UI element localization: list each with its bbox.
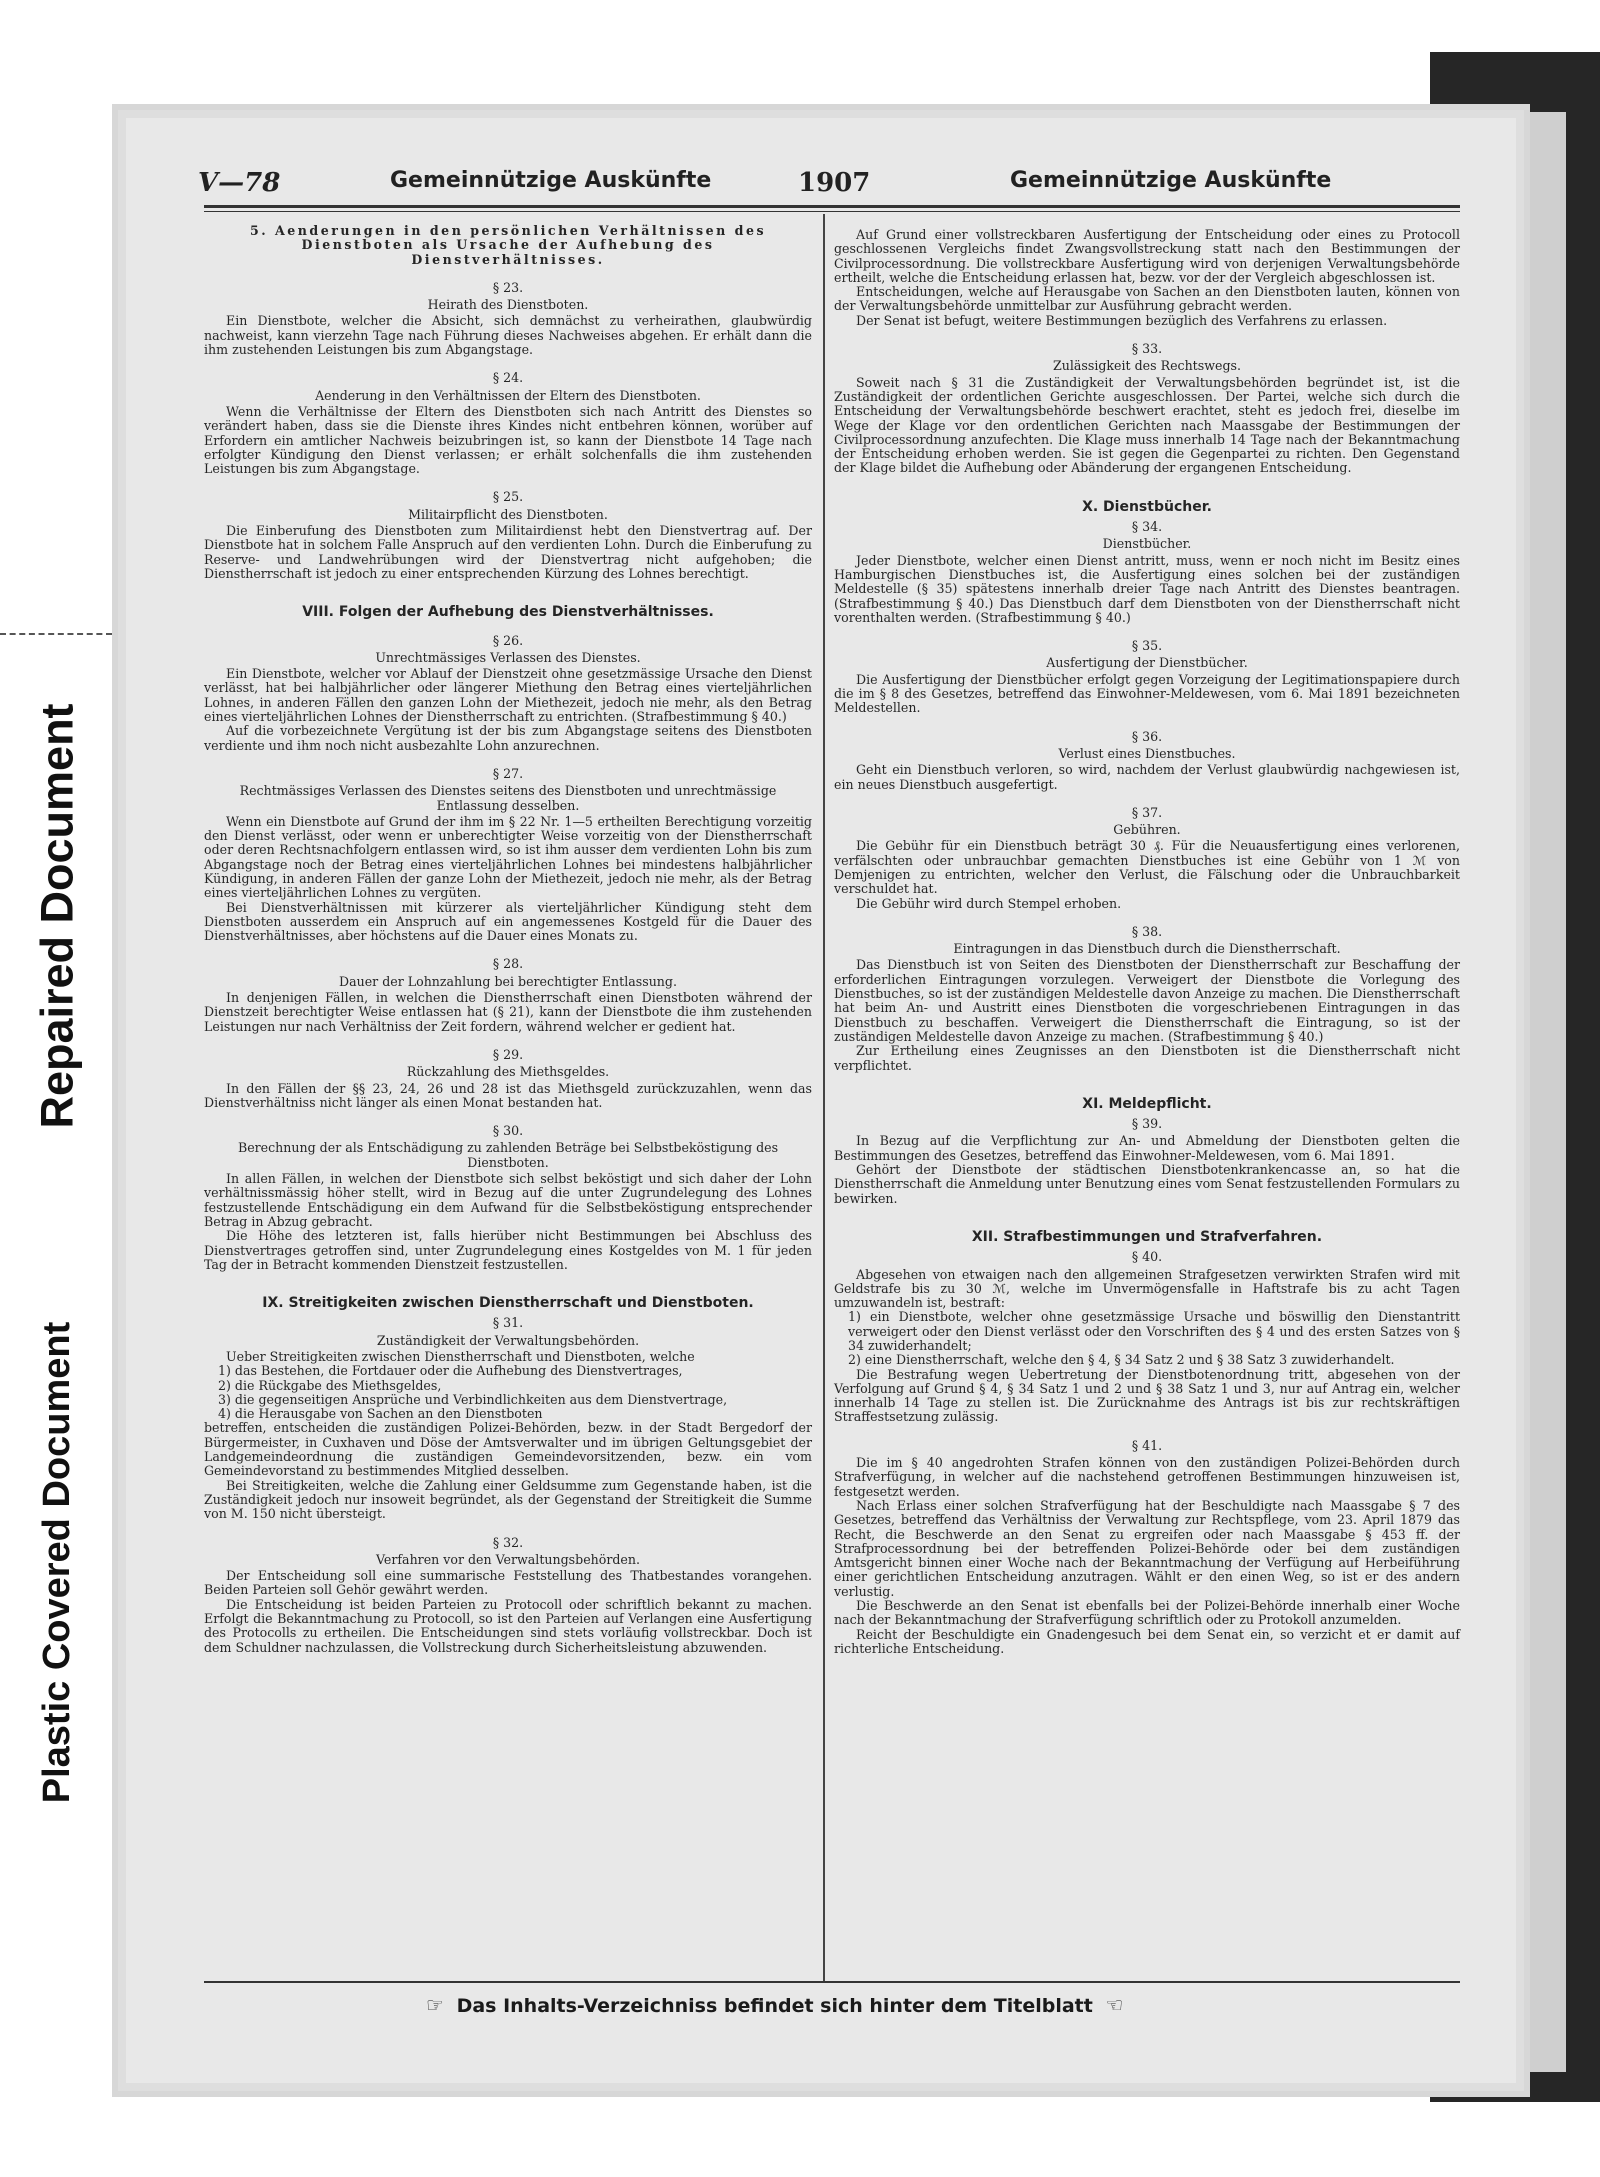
- paragraph-text: Bei Dienstverhältnissen mit kürzerer als vierteljährlicher Kündigung steht dem Dienstboten ausserdem ein Anspruch auf ein angemessenes Kostgeld für die Dauer des Dienstverhältnisses, aber höchstens auf die Dauer eines Monats zu.: [204, 899, 812, 944]
- paragraph-text: Gehört der Dienstbote der städtischen Dienstbotenkrankencasse an, so hat die Dienstherrschaft die Anmeldung unter Benutzung eines vom Senat festzustellenden Formulars zu bewirken.: [834, 1162, 1460, 1206]
- paragraph-number: § 26.: [492, 632, 524, 648]
- paragraph-text: Reicht der Beschuldigte ein Gnadengesuch bei dem Senat ein, so verzicht et er damit auf richterliche Entscheidung.: [834, 1626, 1460, 1656]
- footer-rule: [204, 1981, 1460, 1983]
- paragraph-text: Jeder Dienstbote, welcher einen Dienst antritt, muss, wenn er noch nicht im Besitz eines Hamburgischen Dienstbuches ist, die Ausfertigung eines solchen bei der zuständigen Meldestelle (§ 35) spätestens innerhalb dreier Tage nach Antritt des Dienstes beantragen. (Strafbestimmung § 40.) Das Dienstbuch darf dem Dienstboten von der Dienstherrschaft nicht vorenthalten werden. (Strafbestimmung § 40.): [834, 552, 1460, 625]
- header-rule: [204, 205, 1460, 208]
- paragraph-title: Unrechtmässiges Verlassen des Dienstes.: [375, 649, 641, 665]
- cut-guide-dashed-line: [0, 633, 112, 635]
- paragraph-title: Zulässigkeit des Rechtswegs.: [1053, 358, 1241, 374]
- paragraph-title: Eintragungen in das Dienstbuch durch die Dienstherrschaft.: [953, 941, 1341, 957]
- chapter-heading: X. Dienstbücher.: [1082, 498, 1212, 515]
- list-item: 1) ein Dienstbote, welcher ohne gesetzmässige Ursache und böswillig den Dienstantritt verweigert oder den Dienst verlässt oder den Vorschriften des § 4 und des ersten Satzes von § 34 zuwiderhandelt;: [848, 1309, 1460, 1353]
- paragraph-text: Die Einberufung des Dienstboten zum Militairdienst hebt den Dienstvertrag auf. Der Dienstbote hat in solchem Falle Anspruch auf den verdienten Lohn. Durch die Einberufung zu Reserve- und Landwehrübungen wird der Dienstvertrag nicht aufgehoben; die Dienstherrschaft ist jedoch zu einer entsprechenden Kürzung des Lohnes berechtigt.: [204, 523, 812, 581]
- paragraph-title: Verlust eines Dienstbuches.: [1058, 745, 1236, 761]
- paragraph-text: Der Entscheidung soll eine summarische Feststellung des Thatbestandes vorangehen. Beiden Parteien soll Gehör gewährt werden.: [204, 1568, 812, 1598]
- paragraph-number: § 41.: [1131, 1437, 1163, 1453]
- paragraph-number: § 23.: [492, 279, 524, 295]
- paragraph-title: Ausfertigung der Dienstbücher.: [1046, 655, 1248, 671]
- paragraph-number: § 25.: [492, 489, 524, 505]
- paragraph-text: Entscheidungen, welche auf Herausgabe von Sachen an den Dienstboten lauten, können von der Verwaltungsbehörde unmittelbar zur Ausführung gebracht werden.: [834, 284, 1460, 314]
- list-item: 4) die Herausgabe von Sachen an den Dienstboten: [218, 1406, 543, 1422]
- paragraph-text: Die im § 40 angedrohten Strafen können von den zuständigen Polizei-Behörden durch Strafverfügung, in welcher auf die nachstehend getroffenen Bestimmungen hinzuweisen ist, festgesetzt werden.: [834, 1455, 1460, 1499]
- paragraph-number: § 36.: [1131, 728, 1163, 744]
- paragraph-title: Militairpflicht des Dienstboten.: [408, 506, 608, 522]
- year: 1907: [798, 168, 871, 198]
- paragraph-text: Soweit nach § 31 die Zuständigkeit der Verwaltungsbehörden begründet ist, ist die Zuständigkeit der ordentlichen Gerichte ausgeschlossen. Der Partei, welche sich durch die Entscheidung der Verwaltungsbehörde beschwert erachtet, steht es jedoch frei, dieselbe im Wege der Klage vor den ordentlichen Gerichten nach Maassgabe der Bestimmungen der Civilprocessordnung anzufechten. Die Klage muss innerhalb 14 Tage nach der Bekanntmachung der Entscheidung erhoben werden. Sie ist gegen die Gegenpartei zu richten. Den Gegenstand der Klage bildet die Aufhebung oder Abänderung der ergangenen Entscheidung.: [834, 374, 1460, 476]
- paragraph-text: Die Gebühr für ein Dienstbuch beträgt 30 ₰. Für die Neuausfertigung eines verlorenen, verfälschten oder unbrauchbar gemachten Dienstbuches ist eine Gebühr von 1 ℳ von Demjenigen zu entrichten, welcher den Verlust, die Fälschung oder die Unbrauchbarkeit verschuldet hat.: [834, 838, 1460, 897]
- paragraph-number: § 37.: [1131, 804, 1163, 820]
- chapter-heading: XII. Strafbestimmungen und Strafverfahren.: [971, 1228, 1323, 1245]
- paragraph-text: Wenn die Verhältnisse der Eltern des Dienstboten sich nach Antritt des Dienstes so verändert haben, dass sie die Dienste ihres Kindes nicht entbehren können, worüber auf Erfordern ein amtlicher Nachweis beizubringen ist, so kann der Dienstbote 14 Tage nach erfolgter Kündigung den Dienst verlassen; er erhält solchenfalls die ihm zustehenden Leistungen bis zum Abgangstage.: [204, 403, 812, 477]
- paragraph-text: Bei Streitigkeiten, welche die Zahlung einer Geldsumme zum Gegenstande haben, ist die Zuständigkeit jedoch nur insoweit begründet, als der Gegenstand der Streitigkeit die Summe von M. 150 nicht übersteigt.: [204, 1477, 812, 1522]
- running-title-left: Gemeinnützige Auskünfte: [390, 168, 712, 193]
- paragraph-number: § 31.: [492, 1315, 524, 1331]
- paragraph-title: Zuständigkeit der Verwaltungsbehörden.: [376, 1332, 640, 1348]
- page-number: V—78: [198, 168, 281, 198]
- paragraph-text: Der Senat ist befugt, weitere Bestimmungen bezüglich des Verfahrens zu erlassen.: [856, 312, 1388, 328]
- paragraph-title: Dauer der Lohnzahlung bei berechtigter Entlassung.: [339, 973, 677, 989]
- paragraph-text: In Bezug auf die Verpflichtung zur An- und Abmeldung der Dienstboten gelten die Bestimmungen des Gesetzes, betreffend das Einwohner-Meldewesen, vom 6. Mai 1891.: [834, 1133, 1460, 1163]
- right-column: [834, 228, 1460, 1656]
- header-rule-thin: [204, 211, 1460, 212]
- list-item: 2) eine Dienstherrschaft, welche den § 4, § 34 Satz 2 und § 38 Satz 3 zuwiderhandelt.: [848, 1352, 1395, 1368]
- pointing-hand-left-icon: ☜: [1105, 1993, 1124, 2017]
- paragraph-text: Die Höhe des letzteren ist, falls hierüber nicht Bestimmungen bei Abschluss des Dienstvertrages getroffen sind, unter Zugrundelegung eines Kostgeldes von M. 1 für jeden Tag der in Betracht kommenden Dienstzeit festzustellen.: [204, 1228, 812, 1272]
- paragraph-number: § 35.: [1131, 638, 1163, 654]
- paragraph-number: § 24.: [492, 370, 524, 386]
- paragraph-number: § 32.: [492, 1534, 524, 1550]
- paragraph-text: Ein Dienstbote, welcher die Absicht, sich demnächst zu verheirathen, glaubwürdig nachweist, kann vierzehn Tage nach Führung dieses Nachweises abgehen. Er erhält dann die ihm zustehenden Leistungen bis zum Abgangstage.: [204, 313, 812, 358]
- paragraph-text: Nach Erlass einer solchen Strafverfügung hat der Beschuldigte nach Maassgabe § 7 des Gesetzes, betreffend das Verhältniss der Verwaltung zur Rechtspflege, vom 23. April 1879 das Recht, die Beschwerde an den Senat zu ergreifen oder nach Maassgabe § 453 ff. der Strafprocessordnung bei der betreffenden Polizei-Behörde oder bei dem zuständigen Amtsgericht binnen einer Woche nach der Bekanntmachung der Verfügung auf Herbeiführung einer gerichtlichen Entscheidung anzutragen. Wählt er den einen Weg, so ist er des andern verlustig.: [834, 1497, 1460, 1599]
- paragraph-text: In allen Fällen, in welchen der Dienstbote sich selbst beköstigt und sich daher der Lohn verhältnissmässig höher stellt, wird in Bezug auf die unter Zugrundelegung des Lohnes festzustellende Entschädigung ein dem Aufwand für die Selbstbeköstigung entsprechender Betrag in Abzug gebracht.: [204, 1171, 812, 1229]
- plastic-covered-document-label: Plastic Covered Document: [36, 1321, 79, 1803]
- footer-text: Das Inhalts-Verzeichniss befindet sich hinter dem Titelblatt: [456, 1995, 1093, 2017]
- paragraph-text: Ein Dienstbote, welcher vor Ablauf der Dienstzeit ohne gesetzmässige Ursache den Dienst verlässt, hat bei halbjährlicher oder längerer Miethung den Betrag eines vierteljährlichen Lohnes, in anderen Fällen den ganzen Lohn der Miethezeit, jedoch nie mehr, als den Betrag eines vierteljährlichen Lohnes der Dienstherrschaft zu entrichten. (Strafbestimmung § 40.): [204, 666, 812, 725]
- scan-top-margin: [0, 0, 1600, 52]
- paragraph-title: Verfahren vor den Verwaltungsbehörden.: [375, 1551, 641, 1567]
- paragraph-number: § 39.: [1131, 1116, 1163, 1132]
- paragraph-text: Das Dienstbuch ist von Seiten des Dienstboten der Dienstherrschaft zur Beschaffung der erforderlichen Eintragungen vorzulegen. Verweigert der Dienstbote die Vorlegung des Dienstbuches, so ist der zuständigen Meldestelle davon Anzeige zu machen. Die Dienstherrschaft hat beim An- und Austritt eines Dienstboten die vorgeschriebenen Eintragungen in das Dienstbuch zu beschaffen. Verweigert die Dienstherrschaft die Eintragung, so ist der zuständigen Meldestelle davon Anzeige zu machen. (Strafbestimmung § 40.): [834, 957, 1460, 1044]
- paragraph-text: Abgesehen von etwaigen nach den allgemeinen Strafgesetzen verwirkten Strafen wird mit Geldstrafe bis zu 30 ℳ, welche im Unvermögensfalle in Haftstrafe bis zu acht Tagen umzuwandeln ist, bestraft:: [834, 1266, 1460, 1311]
- paragraph-number: § 29.: [492, 1046, 524, 1062]
- paragraph-number: § 30.: [492, 1123, 524, 1139]
- list-item: 3) die gegenseitigen Ansprüche und Verbindlichkeiten aus dem Dienstvertrage,: [218, 1391, 728, 1407]
- list-item: 1) das Bestehen, die Fortdauer oder die Aufhebung des Dienstvertrages,: [218, 1363, 683, 1379]
- paragraph-text: Die Beschwerde an den Senat ist ebenfalls bei der Polizei-Behörde innerhalb einer Woche nach der Bekanntmachung der Strafverfügung schriftlich oder zu Protokoll anzumelden.: [834, 1598, 1460, 1628]
- paragraph-title: Heirath des Dienstboten.: [427, 297, 589, 313]
- paragraph-title: Gebühren.: [1113, 822, 1181, 838]
- footer-note: [420, 1993, 1129, 2017]
- paragraph-text: Auf die vorbezeichnete Vergütung ist der bis zum Abgangstage seitens des Dienstboten verdiente und ihm noch nicht ausbezahlte Lohn anzurechnen.: [204, 723, 812, 753]
- chapter-heading: VIII. Folgen der Aufhebung des Dienstverhältnisses.: [302, 604, 714, 621]
- running-title-right: Gemeinnützige Auskünfte: [1010, 168, 1332, 193]
- chapter-heading: XI. Meldepflicht.: [1082, 1095, 1212, 1112]
- column-divider: [823, 214, 825, 1982]
- chapter-heading: IX. Streitigkeiten zwischen Dienstherrschaft und Dienstboten.: [262, 1295, 754, 1312]
- paragraph-text: Ueber Streitigkeiten zwischen Dienstherrschaft und Dienstboten, welche: [226, 1349, 695, 1364]
- paragraph-text: Die Ausfertigung der Dienstbücher erfolgt gegen Vorzeigung der Legitimationspapiere durch die im § 8 des Gesetzes, betreffend das Einwohner-Meldewesen, vom 6. Mai 1891 bezeichneten Meldestellen.: [834, 671, 1460, 716]
- paragraph-text: Die Gebühr wird durch Stempel erhoben.: [856, 895, 1122, 911]
- paragraph-number: § 40.: [1131, 1249, 1163, 1265]
- paragraph-text: Geht ein Dienstbuch verloren, so wird, nachdem der Verlust glaubwürdig nachgewiesen ist, ein neues Dienstbuch ausgefertigt.: [834, 762, 1460, 792]
- pointing-hand-right-icon: ☞: [426, 1993, 444, 2017]
- left-column: [204, 224, 812, 1655]
- paragraph-title: Rechtmässiges Verlassen des Dienstes seitens des Dienstboten und unrechtmässige Entlassung desselben.: [239, 783, 777, 813]
- paragraph-text: In denjenigen Fällen, in welchen die Dienstherrschaft einen Dienstboten während der Dienstzeit berechtigter Weise entlassen hat (§ 21), kann der Dienstbote die ihm zustehenden Leistungen nur nach Verhältniss der Zeit fordern, während welcher er gedient hat.: [204, 990, 812, 1034]
- paragraph-text: Zur Ertheilung eines Zeugnisses an den Dienstboten ist die Dienstherrschaft nicht verpflichtet.: [834, 1043, 1460, 1073]
- paragraph-number: § 34.: [1131, 519, 1163, 535]
- repaired-document-label: Repaired Document: [32, 703, 83, 1129]
- paragraph-number: § 28.: [492, 956, 524, 972]
- paragraph-number: § 33.: [1131, 341, 1163, 357]
- list-item: 2) die Rückgabe des Miethsgeldes,: [218, 1377, 442, 1393]
- paragraph-text: Wenn ein Dienstbote auf Grund der ihm im § 22 Nr. 1—5 ertheilten Berechtigung vorzeitig den Dienst verlässt, oder wenn er unberechtigter Weise vorzeitig von der Dienstherrschaft oder deren Rechtsnachfolgern entlassen wird, so ist ihm ausser dem verdienten Lohn bis zum Abgangstage noch der Betrag eines vierteljährlichen Lohnes bei mindestens halbjährlicher Kündigung, in anderen Fällen der ganze Lohn der Miethezeit, jedoch nie mehr, als der Betrag eines vierteljährlichen Lohnes zu vergüten.: [204, 813, 812, 901]
- paragraph-text: betreffen, entscheiden die zuständigen Polizei-Behörden, bezw. in der Stadt Bergedorf der Bürgermeister, in Cuxhaven und Döse der Amtsverwalter und im übrigen Geltungsgebiet der Landgemeindeordnung die zuständigen Gemeindevorsitzenden, bezw. ein vom Gemeindevorstand zu bestimmendes Mitglied desselben.: [204, 1420, 812, 1479]
- paragraph-number: § 27.: [492, 765, 524, 781]
- paragraph-text: Auf Grund einer vollstreckbaren Ausfertigung der Entscheidung oder eines zu Protocoll geschlossenen Vergleichs findet Zwangsvollstreckung statt nach den Bestimmungen der Civilprocessordnung. Die vollstreckbare Ausfertigung wird von derjenigen Verwaltungsbehörde ertheilt, welche die Entscheidung erlassen hat, bezw. vor der der Vergleich abgeschlossen ist.: [834, 227, 1460, 285]
- paragraph-title: Dienstbücher.: [1102, 536, 1192, 552]
- paragraph-title: Aenderung in den Verhältnissen der Eltern des Dienstboten.: [315, 387, 701, 403]
- paragraph-text: Die Entscheidung ist beiden Parteien zu Protocoll oder schriftlich bekannt zu machen. Erfolgt die Bekanntmachung zu Protocoll, so ist den Parteien auf Verlangen eine Ausfertigung des Protocolls zu ertheilen. Die Entscheidungen sind stets vorläufig vollstreckbar. Doch ist dem Schuldner nachzulassen, die Vollstreckung durch Sicherheitsleistung abzuwenden.: [204, 1596, 812, 1655]
- paragraph-text: In den Fällen der §§ 23, 24, 26 und 28 ist das Miethsgeld zurückzuzahlen, wenn das Dienstverhältniss nicht länger als einen Monat bestanden hat.: [204, 1080, 812, 1110]
- paragraph-text: Die Bestrafung wegen Uebertretung der Dienstbotenordnung tritt, abgesehen von der Verfolgung auf Grund § 4, § 34 Satz 1 und 2 und § 38 Satz 1 und 3, nur auf Antrag ein, welcher innerhalb 14 Tage zu stellen ist. Die Zurücknahme des Antrags ist bis zur rechtskräftigen Straffestsetzung zulässig.: [834, 1366, 1460, 1425]
- paragraph-title: Rückzahlung des Miethsgeldes.: [406, 1064, 610, 1080]
- paragraph-title: Berechnung der als Entschädigung zu zahlenden Beträge bei Selbstbeköstigung des Dienstboten.: [237, 1140, 779, 1170]
- paragraph-number: § 38.: [1131, 923, 1163, 939]
- section-5-heading: 5. Aenderungen in den persönlichen Verhältnissen des Dienstboten als Ursache der Aufhebung des Dienstverhältnisses.: [249, 223, 767, 267]
